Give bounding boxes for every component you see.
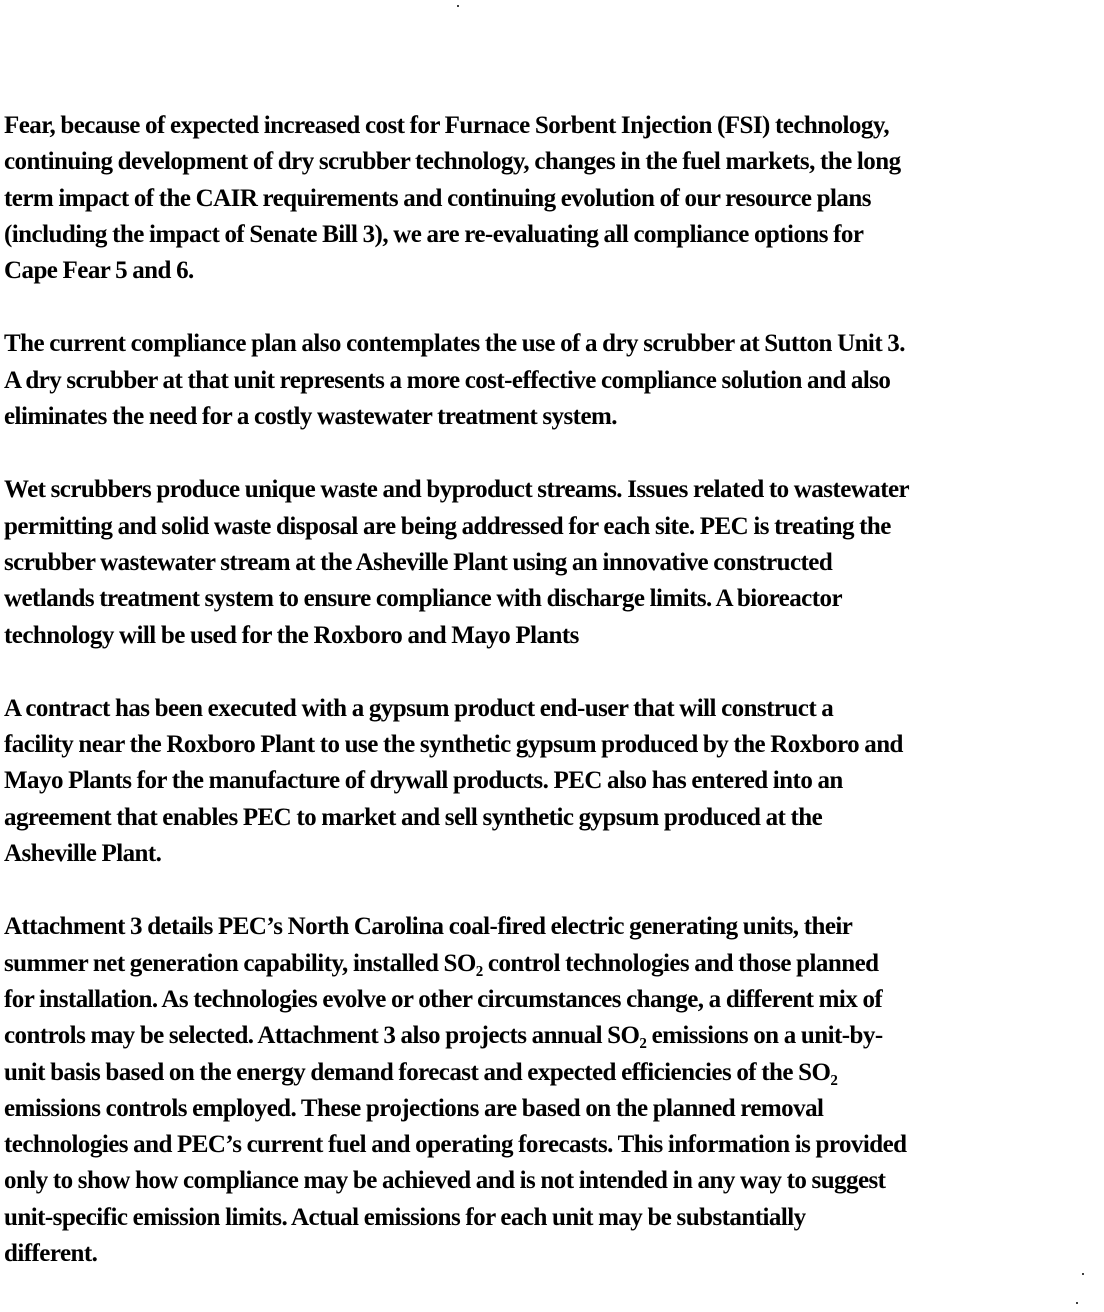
text-line: term impact of the CAIR requirements and continuing evolution of our resource plans [4,184,871,212]
text-line: summer net generation capability, installed SO₂ control technologies and those planned [4,949,879,977]
text-line: controls may be selected. Attachment 3 also projects annual SO₂ emissions on a unit-by- [4,1022,883,1050]
text-line: facility near the Roxboro Plant to use the synthetic gypsum produced by the Roxboro and [4,731,903,759]
document-body [4,108,1098,1309]
text-line: wetlands treatment system to ensure compliance with discharge limits. A bioreactor [4,585,842,613]
paragraph-wet-scrubbers [4,472,1098,653]
text-line: eliminates the need for a costly wastewater treatment system. [4,403,617,431]
text-line: scrubber wastewater stream at the Asheville Plant using an innovative constructed [4,548,833,576]
paragraph-attachment-3 [4,909,1098,1272]
text-line: agreement that enables PEC to market and sell synthetic gypsum produced at the [4,803,823,831]
text-line: Attachment 3 details PEC’s North Carolina coal-fired electric generating units, their [4,913,853,941]
text-line: A contract has been executed with a gypsum product end-user that will construct a [4,694,834,722]
text-line: different. [4,1240,98,1268]
text-line: The current compliance plan also contemplates the use of a dry scrubber at Sutton Unit 3. [4,330,905,358]
paragraph-gypsum-contract [4,691,1098,872]
text-line: Wet scrubbers produce unique waste and byproduct streams. Issues related to wastewater [4,476,910,504]
text-line: A dry scrubber at that unit represents a more cost-effective compliance solution and also [4,366,891,394]
text-line: technologies and PEC’s current fuel and operating forecasts. This information is provided [4,1131,907,1159]
paragraph-sutton-unit-3 [4,326,1098,435]
text-line: unit-specific emission limits. Actual emissions for each unit may be substantially [4,1203,806,1231]
text-line: continuing development of dry scrubber technology, changes in the fuel markets, the long [4,148,901,176]
text-line: Mayo Plants for the manufacture of drywall products. PEC also has entered into an [4,767,843,795]
text-line: technology will be used for the Roxboro and Mayo Plants [4,621,579,649]
scan-speck [1082,1273,1084,1275]
scan-speck [1076,1302,1078,1304]
text-line: emissions controls employed. These projections are based on the planned removal [4,1094,824,1122]
text-line: for installation. As technologies evolve or other circumstances change, a different mix of [4,985,883,1013]
text-line: only to show how compliance may be achieved and is not intended in any way to suggest [4,1167,886,1195]
text-line: (including the impact of Senate Bill 3), we are re-evaluating all compliance options for [4,220,864,248]
paragraph-cape-fear [4,108,1098,289]
text-line: Cape Fear 5 and 6. [4,257,194,285]
text-line: permitting and solid waste disposal are being addressed for each site. PEC is treating the [4,512,891,540]
scan-speck [457,5,459,7]
text-line: unit basis based on the energy demand forecast and expected efficiencies of the SO₂ [4,1058,838,1086]
text-line: Asheville Plant. [4,840,162,868]
text-line: Fear, because of expected increased cost for Furnace Sorbent Injection (FSI) technology, [4,112,890,139]
